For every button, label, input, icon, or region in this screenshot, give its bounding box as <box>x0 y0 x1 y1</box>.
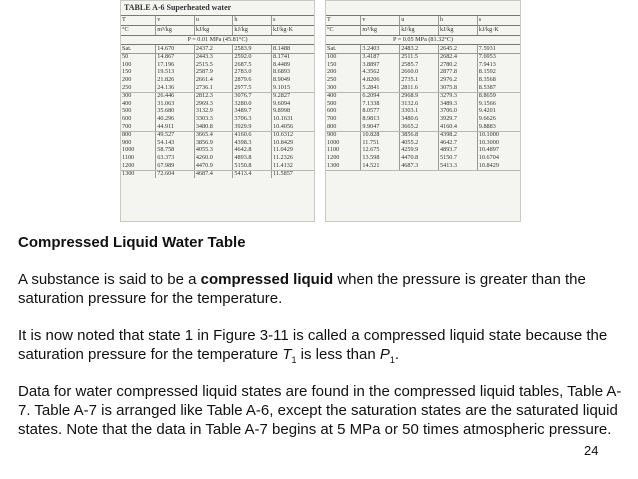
table-cell: 3303.1 <box>400 108 439 116</box>
unit-t: °C <box>121 26 156 36</box>
table-row <box>121 154 314 162</box>
table-cell: 2976.2 <box>439 76 478 84</box>
p2-text-a: It is now noted that state 1 in Figure 3-11 is called a compressed liquid state because the saturation pressure for the temperature <box>18 327 608 363</box>
table-cell: 8.1741 <box>272 53 314 61</box>
paragraph-table-a7: Data for water compressed liquid states are found in the compressed liquid tables, Table A-7. Table A-7 is arranged like Table A-6, except the saturation states are the saturated liquid states. Note that the data in Table A-7 begins at 5 MPa or 50 times atmospheric pressure. <box>18 383 622 438</box>
table-cell: 200 <box>327 68 337 76</box>
unit-t: °C <box>326 26 361 36</box>
table-cell: 10.828 <box>361 131 400 139</box>
page-number: 24 <box>584 443 599 458</box>
table-cell: 1300 <box>122 170 135 178</box>
table-row <box>121 92 314 100</box>
table-cell: 4.8206 <box>361 76 400 84</box>
table-row <box>326 115 520 123</box>
table-cell: 1100 <box>327 146 340 154</box>
table-cell: 31.063 <box>156 100 195 108</box>
unit-s: kJ/kg·K <box>477 26 520 36</box>
table-cell: 700 <box>121 123 156 131</box>
table-cell: 14.867 <box>156 53 195 61</box>
table-cell: 11.4132 <box>272 162 314 170</box>
table-cell: 4.3562 <box>361 69 400 77</box>
table-row <box>121 115 314 123</box>
table-row <box>326 76 520 84</box>
table-cell: 100 <box>327 53 337 61</box>
table-row <box>121 100 314 108</box>
pressure-label: P = 0.01 MPa (45.81°C) <box>121 36 314 45</box>
table-cell: 3856.8 <box>400 131 439 139</box>
table-cell: 3856.9 <box>194 139 233 147</box>
table-cell: 3.8897 <box>361 61 400 69</box>
table-cell: 10.8429 <box>272 139 314 147</box>
paragraph-definition <box>18 270 628 308</box>
pressure-label: P = 0.05 MPa (81.32°C) <box>326 36 520 45</box>
table-cell: 44.911 <box>156 123 195 131</box>
table-cell: 2682.4 <box>439 53 478 61</box>
table-cell: 7.5931 <box>477 45 520 54</box>
header-s: s <box>272 16 314 26</box>
pressure-row <box>121 36 314 45</box>
table-cell: 14.521 <box>361 162 400 170</box>
table-cell: 3665.2 <box>400 123 439 131</box>
table-cell: 7.6953 <box>477 53 520 61</box>
p1-text-c: when the pressure is greater than the saturation pressure for the temperature. <box>18 271 586 307</box>
table-cell: 2437.2 <box>194 45 233 54</box>
table-cell: 4055.2 <box>400 139 439 147</box>
table-row <box>121 61 314 69</box>
table-cell: 67.989 <box>156 162 195 170</box>
table-cell: 5.2841 <box>361 84 400 92</box>
table-cell: 3303.3 <box>194 115 233 123</box>
table-cell: 3665.4 <box>194 131 233 139</box>
table-cell: 10.4897 <box>477 147 520 155</box>
steam-table <box>121 15 314 178</box>
units-row <box>326 26 520 36</box>
unit-u: kJ/kg <box>400 26 439 36</box>
table-cell: Sat. <box>326 45 361 54</box>
header-row <box>121 16 314 26</box>
table-cell: 9.1015 <box>272 84 314 92</box>
table-cell: 800 <box>326 123 361 131</box>
table-cell: 9.6626 <box>477 115 520 123</box>
header-h: h <box>439 16 478 26</box>
superheated-table-right <box>325 0 521 222</box>
table-cell: 9.8998 <box>272 108 314 116</box>
table-cell: 2877.8 <box>439 69 478 77</box>
unit-u: kJ/kg <box>194 26 233 36</box>
table-cell: 250 <box>121 84 156 92</box>
table-cell: 300 <box>326 84 361 92</box>
table-cell: 11.5857 <box>272 170 314 178</box>
table-cell: 600 <box>122 115 132 123</box>
table-row <box>326 147 520 155</box>
table-title-spacer <box>326 1 520 15</box>
table-cell: 3.2403 <box>361 45 400 54</box>
table-cell: 400 <box>122 100 132 107</box>
header-s: s <box>477 16 520 26</box>
table-row <box>121 123 314 131</box>
table-cell: 2780.2 <box>439 61 478 69</box>
table-cell: 58.758 <box>156 147 195 155</box>
table-cell: 5413.4 <box>233 170 272 178</box>
table-cell: 8.0577 <box>361 108 400 116</box>
table-cell: 4398.2 <box>439 131 478 139</box>
table-cell: 100 <box>122 61 132 68</box>
table-cell: 8.8659 <box>477 92 520 100</box>
p1-bold-term: compressed liquid <box>200 271 334 288</box>
table-cell: 2811.6 <box>400 84 439 92</box>
table-cell: 7.1338 <box>361 100 400 108</box>
table-cell: 4893.7 <box>439 147 478 155</box>
table-row <box>121 69 314 77</box>
table-cell: 2583.9 <box>233 45 272 54</box>
table-cell: 63.373 <box>156 154 195 162</box>
table-cell: 2783.0 <box>233 69 272 77</box>
table-row <box>121 131 314 139</box>
table-row <box>326 131 520 139</box>
table-cell: 2687.5 <box>233 61 272 69</box>
table-cell: 4470.9 <box>194 162 233 170</box>
table-cell: 54.143 <box>156 139 195 147</box>
table-cell: 3489.3 <box>439 100 478 108</box>
table-cell: 4470.8 <box>400 154 439 162</box>
table-cell: 35.680 <box>156 108 195 116</box>
table-cell: 49.527 <box>156 131 195 139</box>
table-cell: 900 <box>122 139 132 146</box>
table-row <box>121 147 314 155</box>
table-cell: 5150.7 <box>439 154 478 162</box>
table-cell: 9.6094 <box>272 100 314 108</box>
table-cell: 1200 <box>121 162 156 170</box>
table-cell: 4687.4 <box>194 170 233 178</box>
table-cell: 300 <box>122 92 132 100</box>
table-cell: 17.196 <box>156 61 195 69</box>
table-cell: 2661.4 <box>194 76 233 84</box>
table-cell: 11.0429 <box>272 147 314 155</box>
table-cell: 10.6704 <box>477 154 520 162</box>
table-cell: 2879.6 <box>233 76 272 84</box>
table-cell: 2735.1 <box>400 76 439 84</box>
table-cell: 2645.2 <box>439 45 478 54</box>
table-cell: 8.9049 <box>272 76 314 84</box>
table-cell: 3075.8 <box>439 84 478 92</box>
p2-symbol-t: T <box>282 346 292 363</box>
table-cell: 10.1000 <box>477 131 520 139</box>
header-t: T <box>326 16 361 26</box>
table-row <box>326 139 520 147</box>
table-row <box>326 154 520 162</box>
p1-text-a: A substance is said to be a <box>18 271 201 288</box>
table-cell: 4398.3 <box>233 139 272 147</box>
table-cell: 13.598 <box>361 154 400 162</box>
table-cell: 2969.3 <box>194 100 233 108</box>
p2-subscript-2: 1 <box>389 355 395 365</box>
table-row <box>326 108 520 116</box>
table-cell: 14.670 <box>156 45 195 54</box>
table-cell: 3132.6 <box>400 100 439 108</box>
table-cell: 2483.2 <box>400 45 439 54</box>
table-cell: 3132.9 <box>194 108 233 116</box>
table-row <box>326 61 520 69</box>
pressure-row <box>326 36 520 45</box>
table-cell: 8.5387 <box>477 84 520 92</box>
table-cell: 3279.3 <box>439 92 478 100</box>
unit-s: kJ/kg·K <box>272 26 314 36</box>
table-title: TABLE A-6 Superheated water <box>124 3 232 12</box>
table-cell: 8.1488 <box>272 45 314 54</box>
table-cell: 2515.5 <box>194 61 233 69</box>
table-cell: 10.3000 <box>477 139 520 147</box>
table-cell: 2587.9 <box>194 69 233 77</box>
table-cell: 5150.8 <box>233 162 272 170</box>
table-cell: 1000 <box>327 139 340 146</box>
unit-v: m³/kg <box>361 26 400 36</box>
table-cell: 12.675 <box>361 147 400 155</box>
table-row <box>326 162 520 170</box>
table-row <box>326 84 520 92</box>
table-cell: Sat. <box>121 45 156 54</box>
table-cell: 1000 <box>122 146 135 154</box>
table-cell: 4642.7 <box>439 139 478 147</box>
table-cell: 40.296 <box>156 115 195 123</box>
table-cell: 3489.7 <box>233 108 272 116</box>
table-cell: 4160.4 <box>439 123 478 131</box>
table-row <box>326 100 520 108</box>
table-cell: 5413.3 <box>439 162 478 170</box>
table-cell: 4055.3 <box>194 147 233 155</box>
table-row <box>121 170 314 178</box>
table-row <box>121 76 314 84</box>
table-cell: 11.751 <box>361 139 400 147</box>
table-cell: 700 <box>327 115 337 123</box>
table-cell: 8.4489 <box>272 61 314 69</box>
table-row <box>121 45 314 54</box>
unit-h: kJ/kg <box>439 26 478 36</box>
table-cell: 3929.7 <box>439 115 478 123</box>
table-cell: 3480.8 <box>194 123 233 131</box>
table-cell: 1100 <box>122 154 135 161</box>
table-cell: 11.2326 <box>272 154 314 162</box>
table-row <box>326 123 520 131</box>
table-row <box>121 84 314 92</box>
table-cell: 10.4056 <box>272 123 314 131</box>
table-row <box>121 53 314 61</box>
table-cell: 800 <box>122 131 132 139</box>
header-h: h <box>233 16 272 26</box>
table-cell: 3076.7 <box>233 92 272 100</box>
header-u: u <box>400 16 439 26</box>
table-cell: 400 <box>327 92 337 100</box>
table-row <box>326 53 520 61</box>
header-v: v <box>156 16 195 26</box>
header-u: u <box>194 16 233 26</box>
table-cell: 9.9047 <box>361 123 400 131</box>
table-cell: 4687.3 <box>400 162 439 170</box>
header-t: T <box>121 16 156 26</box>
table-cell: 2660.0 <box>400 69 439 77</box>
table-cell: 2592.0 <box>233 53 272 61</box>
table-cell: 600 <box>327 107 337 115</box>
table-cell: 1300 <box>326 162 361 170</box>
table-cell: 200 <box>122 76 132 84</box>
table-row <box>121 108 314 116</box>
table-cell: 26.446 <box>156 92 195 100</box>
table-cell: 2443.3 <box>194 53 233 61</box>
header-row <box>326 16 520 26</box>
table-cell: 8.3568 <box>477 76 520 84</box>
table-cell: 150 <box>327 61 337 68</box>
table-cell: 2812.3 <box>194 92 233 100</box>
table-cell: 9.4201 <box>477 108 520 116</box>
table-cell: 4642.8 <box>233 147 272 155</box>
table-cell: 2968.9 <box>400 92 439 100</box>
superheated-table-left <box>120 0 315 222</box>
table-cell: 24.136 <box>156 84 195 92</box>
table-cell: 500 <box>327 100 337 107</box>
table-row <box>326 45 520 54</box>
table-cell: 10.6312 <box>272 131 314 139</box>
p2-symbol-p: P <box>379 346 390 363</box>
table-cell: 2736.1 <box>194 84 233 92</box>
table-cell: 1200 <box>327 154 340 161</box>
table-cell: 3480.6 <box>400 115 439 123</box>
table-row <box>121 139 314 147</box>
table-cell: 250 <box>327 76 337 84</box>
table-row <box>326 92 520 100</box>
p2-text-c: . <box>394 346 400 363</box>
table-cell: 4160.6 <box>233 131 272 139</box>
table-cell: 72.604 <box>156 170 195 178</box>
table-cell: 8.1592 <box>477 69 520 77</box>
table-cell: 2585.7 <box>400 61 439 69</box>
table-cell: 6.2094 <box>361 92 400 100</box>
table-cell: 9.8883 <box>477 123 520 131</box>
header-v: v <box>361 16 400 26</box>
table-cell: 10.1631 <box>272 115 314 123</box>
table-cell: 900 <box>327 131 337 139</box>
table-cell: 8.6893 <box>272 69 314 77</box>
table-cell: 21.826 <box>156 76 195 84</box>
table-cell: 3706.3 <box>233 115 272 123</box>
unit-v: m³/kg <box>156 26 195 36</box>
table-row <box>326 69 520 77</box>
table-cell: 7.9413 <box>477 61 520 69</box>
table-cell: 4893.8 <box>233 154 272 162</box>
table-cell: 3706.0 <box>439 108 478 116</box>
table-cell: 4259.9 <box>400 147 439 155</box>
table-cell: 50 <box>122 53 129 61</box>
section-heading: Compressed Liquid Water Table <box>18 234 246 251</box>
table-cell: 9.1566 <box>477 100 520 108</box>
unit-h: kJ/kg <box>233 26 272 36</box>
units-row <box>121 26 314 36</box>
table-cell: 4260.0 <box>194 154 233 162</box>
paragraph-state <box>18 326 628 370</box>
table-cell: 2977.5 <box>233 84 272 92</box>
p2-subscript-1: 1 <box>291 355 297 365</box>
table-cell: 8.9813 <box>361 115 400 123</box>
table-cell: 3929.9 <box>233 123 272 131</box>
p2-text-b: is less than <box>296 346 380 363</box>
table-cell: 150 <box>122 68 132 76</box>
table-cell: 500 <box>122 107 132 115</box>
table-row <box>121 162 314 170</box>
table-cell: 9.2827 <box>272 92 314 100</box>
table-cell: 3280.0 <box>233 100 272 108</box>
table-cell: 3.4187 <box>361 53 400 61</box>
table-cell: 10.8429 <box>477 162 520 170</box>
table-cell: 2511.5 <box>400 53 439 61</box>
table-cell: 19.513 <box>156 69 195 77</box>
steam-table <box>326 15 520 171</box>
